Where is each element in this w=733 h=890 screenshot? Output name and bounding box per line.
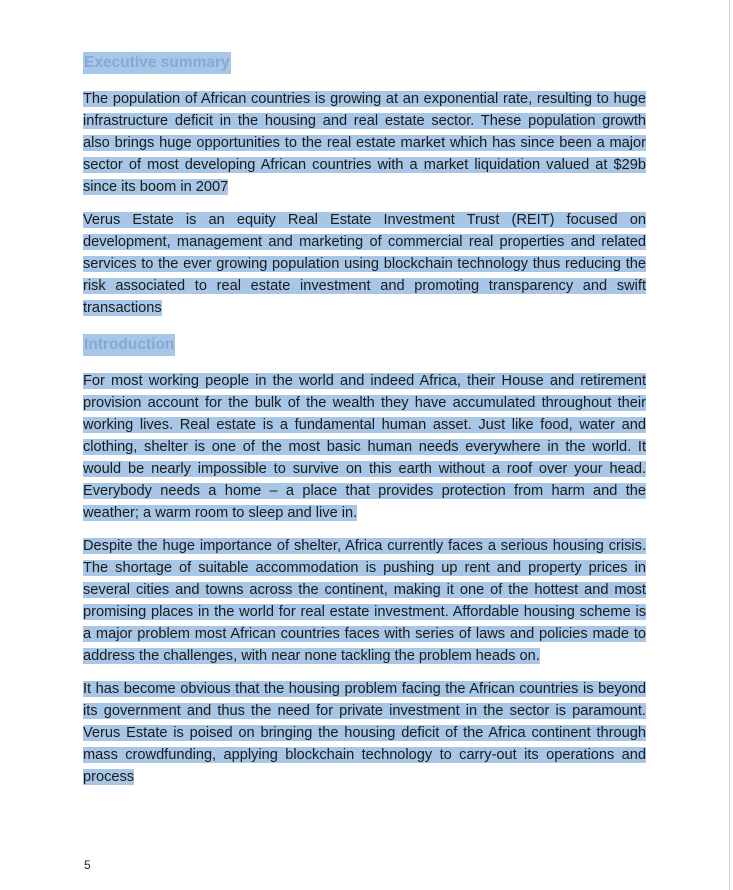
introduction-heading-text: Introduction xyxy=(84,336,175,353)
executive-summary-heading xyxy=(83,52,231,74)
paragraph-text: The population of African countries is growing at an exponential rate, resulting to huge infrastructure deficit in the housing and real estate sector. These population growth also brings huge opportunities to the real estate market which has since been a major sector of most developing African countries with a market liquidation valued at $29b since its boom in 2007 xyxy=(83,91,646,195)
introduction-paragraph-1 xyxy=(83,370,646,524)
introduction-paragraph-2 xyxy=(83,535,646,667)
introduction-paragraph-3 xyxy=(83,678,646,788)
page-number: 5 xyxy=(84,858,91,872)
introduction-heading xyxy=(83,334,175,356)
executive-summary-paragraph-2 xyxy=(83,209,646,319)
paragraph-text: It has become obvious that the housing problem facing the African countries is beyond its government and thus the need for private investment in the sector is paramount. Verus Estate is poised on bringing the housing deficit of the Africa continent through mass crowdfunding, applying blockchain technology to carry-out its operations and process xyxy=(83,681,646,785)
paragraph-text: Verus Estate is an equity Real Estate Investment Trust (REIT) focused on development, management and marketing of commercial real properties and related services to the ever growing population using blockchain technology thus reducing the risk associated to real estate investment and promoting transparency and swift transactions xyxy=(83,212,646,316)
paragraph-text: For most working people in the world and indeed Africa, their House and retirement provision account for the bulk of the wealth they have accumulated throughout their working lives. Real estate is a fundamental human asset. Just like food, water and clothing, shelter is one of the most basic human needs everywhere in the world. It would be nearly impossible to survive on this earth without a roof over your head. Everybody needs a home – a place that provides protection from harm and the weather; a warm room to sleep and live in. xyxy=(83,373,646,521)
executive-summary-paragraph-1 xyxy=(83,88,646,198)
paragraph-text: Despite the huge importance of shelter, Africa currently faces a serious housing crisis. The shortage of suitable accommodation is pushing up rent and property prices in several cities and towns across the continent, making it one of the hottest and most promising places in the world for real estate investment. Affordable housing scheme is a major problem most African countries faces with series of laws and policies made to address the challenges, with near none tackling the problem heads on. xyxy=(83,538,646,664)
executive-summary-heading-text: Executive summary xyxy=(84,54,230,71)
page-content xyxy=(83,52,646,799)
